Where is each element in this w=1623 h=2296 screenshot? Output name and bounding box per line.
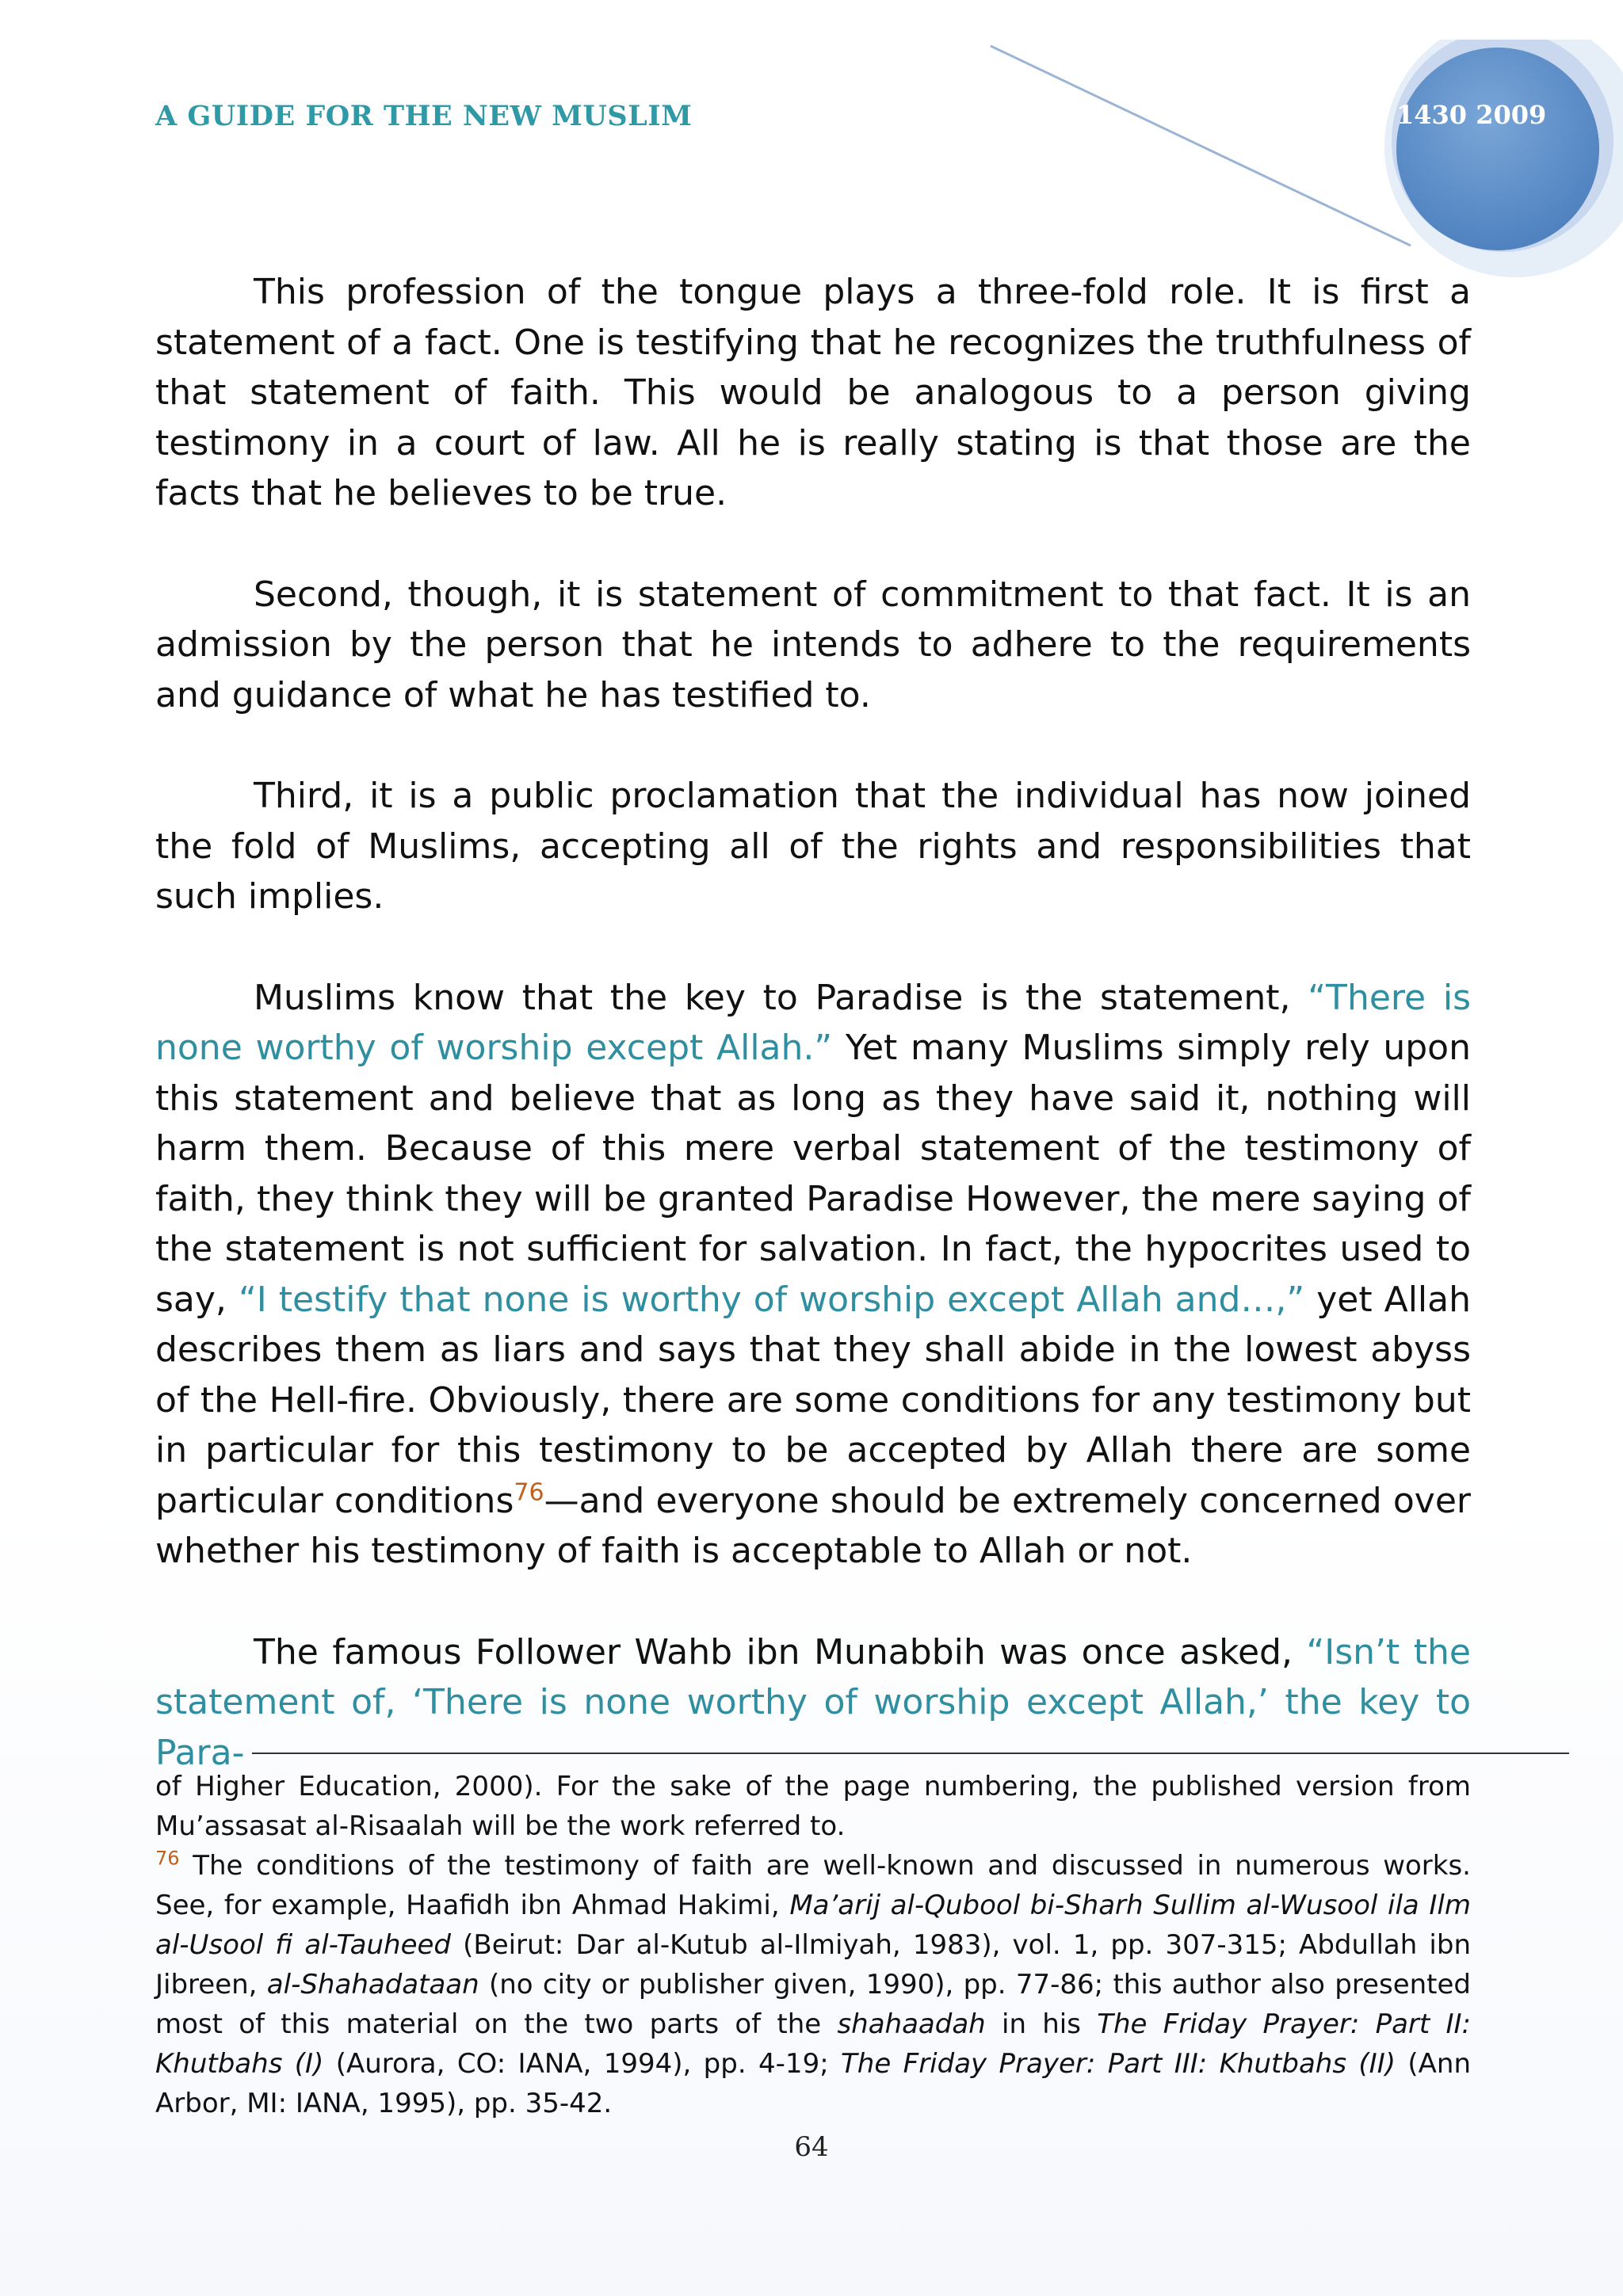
paragraph-4-text-1: Muslims know that the key to Paradise is the statement, — [254, 977, 1308, 1018]
footnote-76-text-6: (Ann Arbor, MI: IANA, 1995), pp. 35-42. — [155, 2048, 1471, 2119]
footnote-76-text-4: in his — [985, 2008, 1098, 2040]
footnote-76 — [155, 1846, 1471, 2123]
footnote-76-title-1: Ma’arij al-Qubool bi-Sharh Sullim al-Wusool ila Ilm al-Usool fi al-Tauheed — [155, 1890, 1471, 1961]
footnote-mark-76: 76 — [155, 1847, 180, 1870]
paragraph-4 — [155, 973, 1471, 1577]
decoration-circle-inner — [1396, 48, 1599, 250]
paragraph-2: Second, though, it is statement of commitment to that fact. It is an admission by the person that he intends to adhere to the requirements and guidance of what he has testified to. — [155, 574, 1471, 715]
footnote-reference-76[interactable]: 76 — [514, 1478, 544, 1506]
paragraph-4-text-4: —and everyone should be extremely concerned over whether his testimony of faith is acceptable to Allah or not. — [155, 1480, 1471, 1571]
footnote-76-text-3: (no city or publisher given, 1990), pp. 77-86; this author also presented most of this material on the two parts of the — [155, 1969, 1471, 2040]
footnote-76-title-2: al-Shahadataan — [266, 1969, 479, 2000]
page-number: 64 — [794, 2131, 829, 2163]
running-header-year: 1430 2009 — [1396, 100, 1547, 130]
quote-wahb: “Isn’t the statement of, ‘There is none worthy of worship except Allah,’ the key to Para- — [155, 1631, 1471, 1773]
quote-none-worthy: “There is none worthy of worship except Allah.” — [155, 977, 1471, 1068]
footnote-separator — [252, 1753, 1569, 1754]
footnotes — [155, 1767, 1471, 2123]
header-circle-decoration-icon — [967, 40, 1623, 277]
footnote-76-text-5: (Aurora, CO: IANA, 1994), pp. 4-19; — [323, 2048, 842, 2080]
paragraph-1: This profession of the tongue plays a three-fold role. It is first a statement of a fact. One is testifying that he recognizes the truthfulness of that statement of faith. This would be analogous to a person giving testimony in a court of law. All he is really stating is that those are the facts that he believes to be true. — [155, 272, 1471, 513]
footnote-76-text-1: The conditions of the testimony of faith are well-known and discussed in numerous works. See, for example, Haafidh ibn Ahmad Hakimi, — [155, 1850, 1471, 1921]
paragraph-4-text-2: Yet many Muslims simply rely upon this statement and believe that as long as they have said it, nothing will harm them. Because of this mere verbal statement of the testimony of faith, they think they will be granted Paradise However, the mere saying of the statement is not sufficient for salvation. In fact, the hypocrites used to say, — [155, 1028, 1471, 1320]
paragraph-5-text-1: The famous Follower Wahb ibn Munabbih was once asked, — [254, 1631, 1307, 1672]
paragraph-5 — [155, 1627, 1471, 1779]
decoration-line — [991, 46, 1411, 246]
footnote-76-title-3: The Friday Prayer: Part II: Khutbahs (I) — [155, 2008, 1471, 2080]
paragraph-4-text-3: yet Allah describes them as liars and says that they shall abide in the lowest abyss of the Hell-fire. Obviously, there are some conditions for any testimony but in particular for this testimony to be accepted by Allah there are some particular conditions — [155, 1279, 1471, 1521]
main-text — [155, 267, 1471, 1829]
footnote-76-text-2: (Beirut: Dar al-Kutub al-Ilmiyah, 1983), vol. 1, pp. 307-315; Abdullah ibn Jibreen, — [155, 1929, 1471, 2000]
footnote-continued: of Higher Education, 2000). For the sake of the page numbering, the published version from Mu’assasat al-Risaalah will be the work referred to. — [155, 1771, 1471, 1842]
paragraph-3: Third, it is a public proclamation that the individual has now joined the fold of Muslims, accepting all of the rights and responsibilities that such implies. — [155, 776, 1471, 917]
footnote-76-term: shahaadah — [837, 2008, 986, 2040]
footnote-76-title-4: The Friday Prayer: Part III: Khutbahs (II) — [841, 2048, 1396, 2080]
running-header-title: A GUIDE FOR THE NEW MUSLIM — [155, 100, 693, 132]
quote-hypocrites: “I testify that none is worthy of worship except Allah and…,” — [238, 1279, 1305, 1320]
